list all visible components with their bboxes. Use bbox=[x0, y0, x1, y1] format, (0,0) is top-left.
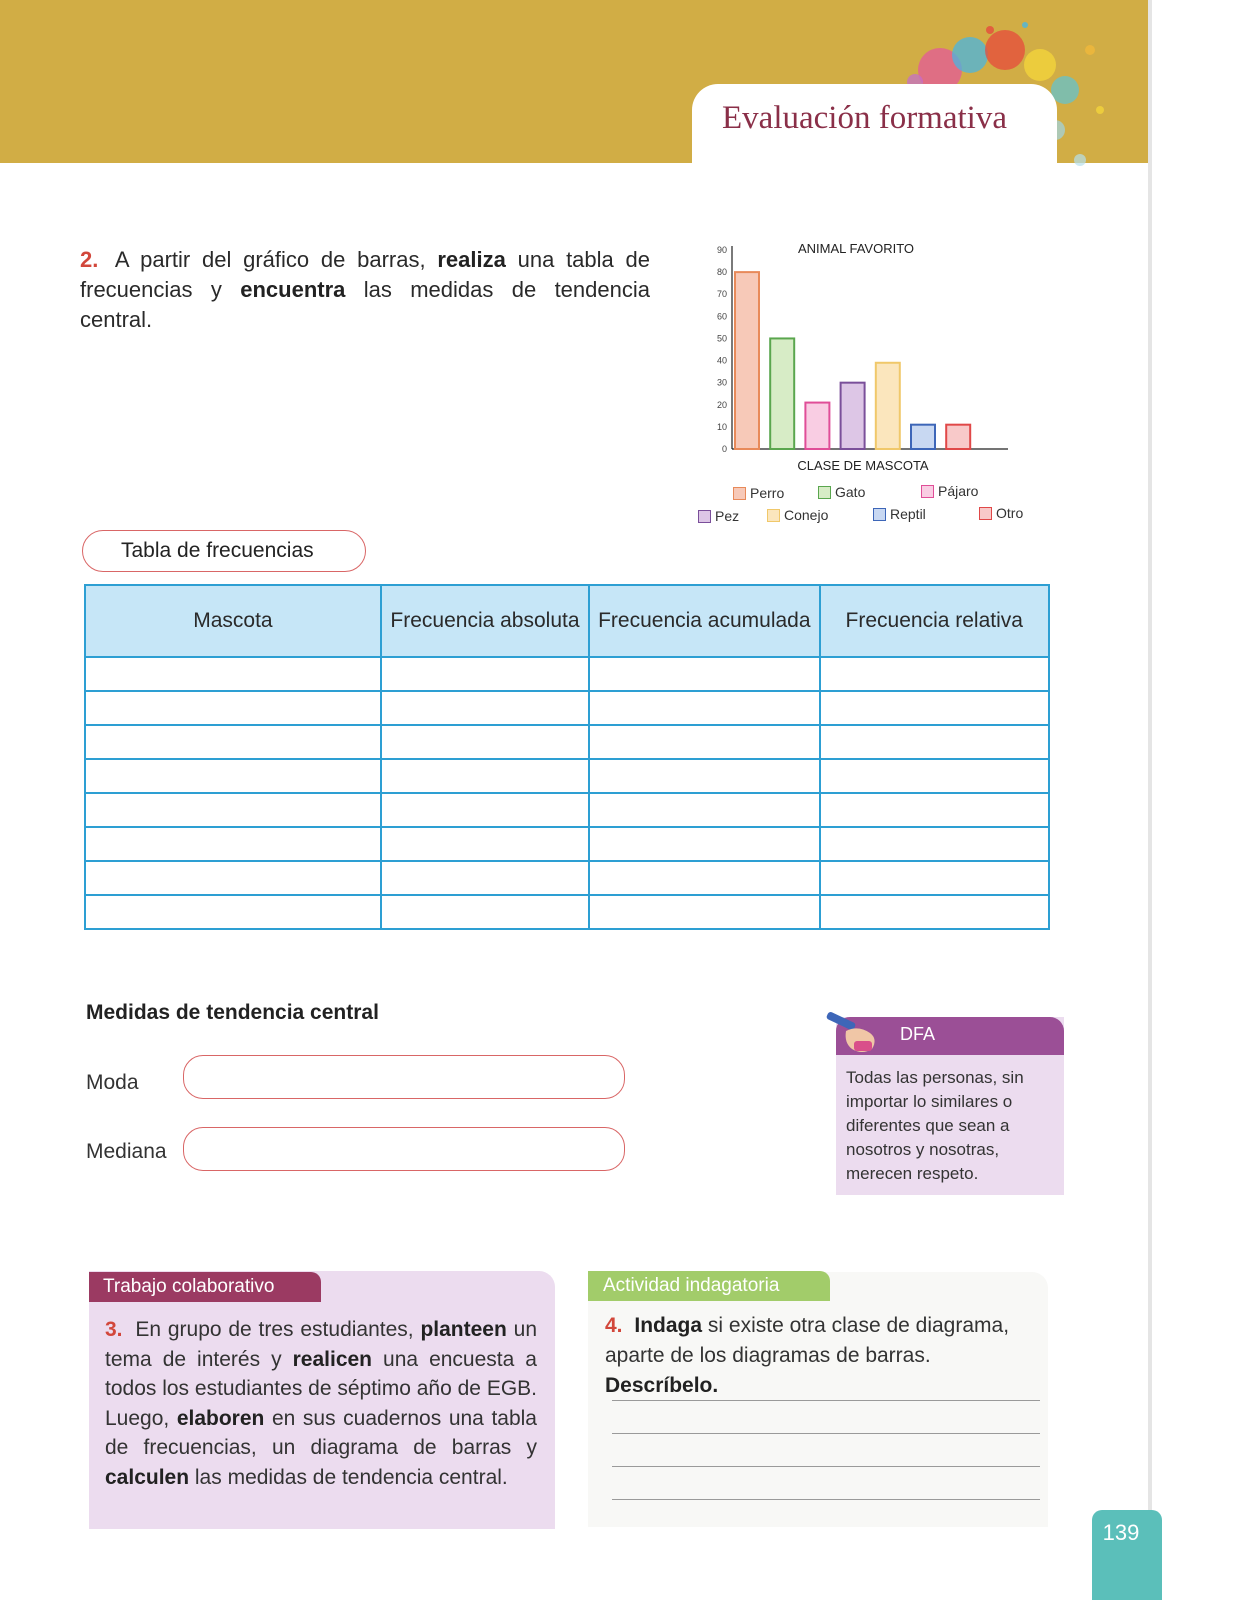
table-cell[interactable] bbox=[85, 895, 381, 929]
y-tick-label: 0 bbox=[721, 444, 727, 454]
dfa-label: DFA bbox=[900, 1024, 936, 1044]
legend-label: Conejo bbox=[784, 507, 829, 523]
moda-answer-field[interactable] bbox=[183, 1055, 625, 1099]
y-tick-label: 30 bbox=[716, 377, 727, 388]
table-cell[interactable] bbox=[381, 827, 589, 861]
bar bbox=[911, 425, 935, 449]
table-cell[interactable] bbox=[589, 691, 819, 725]
question-number: 3. bbox=[105, 1318, 123, 1341]
bar bbox=[805, 403, 829, 449]
table-cell[interactable] bbox=[820, 759, 1049, 793]
y-tick-label: 20 bbox=[716, 399, 727, 410]
x-axis-title: CLASE DE MASCOTA bbox=[797, 458, 929, 473]
table-row bbox=[85, 861, 1049, 895]
legend-label: Pájaro bbox=[938, 483, 979, 499]
answer-line[interactable] bbox=[612, 1466, 1040, 1467]
table-row bbox=[85, 657, 1049, 691]
column-header-frecuencia-relativa: Frecuencia relativa bbox=[820, 585, 1049, 657]
question-2 bbox=[80, 245, 650, 335]
table-row bbox=[85, 827, 1049, 861]
column-header-mascota: Mascota bbox=[85, 585, 381, 657]
q4-verb: Descríbelo. bbox=[605, 1374, 719, 1397]
table-cell[interactable] bbox=[381, 657, 589, 691]
page-number: 139 bbox=[1102, 1520, 1140, 1545]
question-number: 2. bbox=[80, 247, 99, 272]
table-cell[interactable] bbox=[820, 793, 1049, 827]
table-cell[interactable] bbox=[85, 861, 381, 895]
table-row bbox=[85, 793, 1049, 827]
table-cell[interactable] bbox=[589, 725, 819, 759]
y-tick-label: 70 bbox=[716, 289, 727, 300]
q3-text: una encuesta a todos los estudiantes de séptimo año de EGB. Luego, bbox=[105, 1347, 537, 1430]
table-cell[interactable] bbox=[85, 657, 381, 691]
legend-label: Otro bbox=[996, 505, 1024, 521]
q4-verb: Indaga bbox=[634, 1314, 703, 1337]
question-number: 4. bbox=[605, 1314, 623, 1337]
answer-line[interactable] bbox=[612, 1400, 1040, 1401]
table-cell[interactable] bbox=[820, 827, 1049, 861]
legend-label: Gato bbox=[835, 484, 866, 500]
q2-verb: realiza bbox=[437, 247, 506, 272]
q3-verb: elaboren bbox=[176, 1406, 265, 1430]
bar bbox=[841, 383, 865, 449]
table-cell[interactable] bbox=[381, 793, 589, 827]
legend-label: Perro bbox=[750, 485, 785, 501]
bar bbox=[876, 363, 900, 449]
table-cell[interactable] bbox=[381, 895, 589, 929]
y-tick-label: 50 bbox=[716, 333, 727, 344]
legend-item-pajaro bbox=[921, 483, 978, 499]
page-edge bbox=[1148, 0, 1152, 1600]
table-section-title: Tabla de frecuencias bbox=[82, 530, 366, 572]
legend-item-gato bbox=[818, 484, 865, 500]
q3-verb: planteen bbox=[420, 1318, 507, 1341]
bar bbox=[770, 338, 794, 449]
frequency-table bbox=[84, 584, 1050, 930]
table-cell[interactable] bbox=[820, 895, 1049, 929]
answer-line[interactable] bbox=[612, 1499, 1040, 1500]
q4-text: si existe otra clase de diagrama, aparte de los diagramas de barras. bbox=[605, 1314, 1010, 1367]
question-4 bbox=[605, 1311, 1045, 1401]
y-tick-label: 80 bbox=[716, 267, 727, 278]
table-cell[interactable] bbox=[589, 759, 819, 793]
table-cell[interactable] bbox=[589, 657, 819, 691]
legend-label: Reptil bbox=[890, 506, 926, 522]
research-activity-label: Actividad indagatoria bbox=[603, 1275, 780, 1296]
medidas-section-title: Medidas de tendencia central bbox=[86, 1001, 379, 1024]
table-cell[interactable] bbox=[85, 725, 381, 759]
table-cell[interactable] bbox=[85, 827, 381, 861]
q2-text: una tabla de frecuencias y bbox=[80, 247, 650, 302]
q2-verb: encuentra bbox=[240, 277, 346, 302]
legend-item-perro bbox=[733, 485, 784, 501]
table-row bbox=[85, 759, 1049, 793]
mediana-answer-field[interactable] bbox=[183, 1127, 625, 1171]
table-cell[interactable] bbox=[820, 657, 1049, 691]
legend-item-conejo bbox=[767, 507, 828, 523]
table-cell[interactable] bbox=[381, 759, 589, 793]
table-cell[interactable] bbox=[820, 691, 1049, 725]
table-cell[interactable] bbox=[589, 895, 819, 929]
y-tick-label: 60 bbox=[716, 311, 727, 322]
legend-item-otro bbox=[979, 505, 1023, 521]
mediana-label: Mediana bbox=[86, 1140, 167, 1163]
table-row bbox=[85, 725, 1049, 759]
y-tick-label: 90 bbox=[716, 245, 727, 255]
table-cell[interactable] bbox=[381, 861, 589, 895]
dfa-text: Todas las personas, sin importar lo similares o diferentes que sean a nosotros y nosotras, merecen respeto. bbox=[846, 1068, 1024, 1183]
table-cell[interactable] bbox=[820, 725, 1049, 759]
table-row bbox=[85, 691, 1049, 725]
table-cell[interactable] bbox=[589, 827, 819, 861]
q2-text: las medidas de tendencia central. bbox=[80, 277, 650, 332]
y-tick-label: 40 bbox=[716, 355, 727, 366]
q3-verb: calculen bbox=[105, 1465, 190, 1489]
table-cell[interactable] bbox=[85, 691, 381, 725]
hand-marker-icon bbox=[824, 1011, 884, 1057]
legend-item-pez bbox=[698, 508, 739, 524]
q3-text: las medidas de tendencia central. bbox=[194, 1465, 508, 1489]
q3-text: En grupo de tres estudiantes, bbox=[135, 1318, 414, 1341]
y-tick-label: 10 bbox=[716, 421, 727, 432]
page-title: Evaluación formativa bbox=[722, 100, 1007, 136]
answer-line[interactable] bbox=[612, 1433, 1040, 1434]
q3-verb: realicen bbox=[292, 1347, 373, 1371]
table-cell[interactable] bbox=[589, 861, 819, 895]
table-row bbox=[85, 895, 1049, 929]
table-cell[interactable] bbox=[820, 861, 1049, 895]
legend-label: Pez bbox=[715, 508, 740, 524]
q3-text: en sus cuadernos una tabla de frecuencias, un diagrama de barras y bbox=[105, 1406, 537, 1459]
q3-text: un tema de interés y bbox=[105, 1318, 537, 1371]
table-cell[interactable] bbox=[381, 691, 589, 725]
moda-label: Moda bbox=[86, 1071, 139, 1094]
bar bbox=[946, 425, 970, 449]
table-cell[interactable] bbox=[381, 725, 589, 759]
column-header-frecuencia-absoluta: Frecuencia absoluta bbox=[381, 585, 589, 657]
column-header-frecuencia-acumulada: Frecuencia acumulada bbox=[589, 585, 819, 657]
legend-item-reptil bbox=[873, 506, 926, 522]
q2-text: A partir del gráfico de barras, bbox=[114, 247, 426, 272]
collaborative-work-label: Trabajo colaborativo bbox=[103, 1276, 275, 1297]
bar bbox=[735, 272, 759, 449]
table-cell[interactable] bbox=[85, 793, 381, 827]
chart-title: ANIMAL FAVORITO bbox=[797, 241, 915, 256]
table-cell[interactable] bbox=[589, 793, 819, 827]
table-cell[interactable] bbox=[85, 759, 381, 793]
question-3 bbox=[105, 1315, 537, 1492]
table-header-row bbox=[85, 585, 1049, 657]
